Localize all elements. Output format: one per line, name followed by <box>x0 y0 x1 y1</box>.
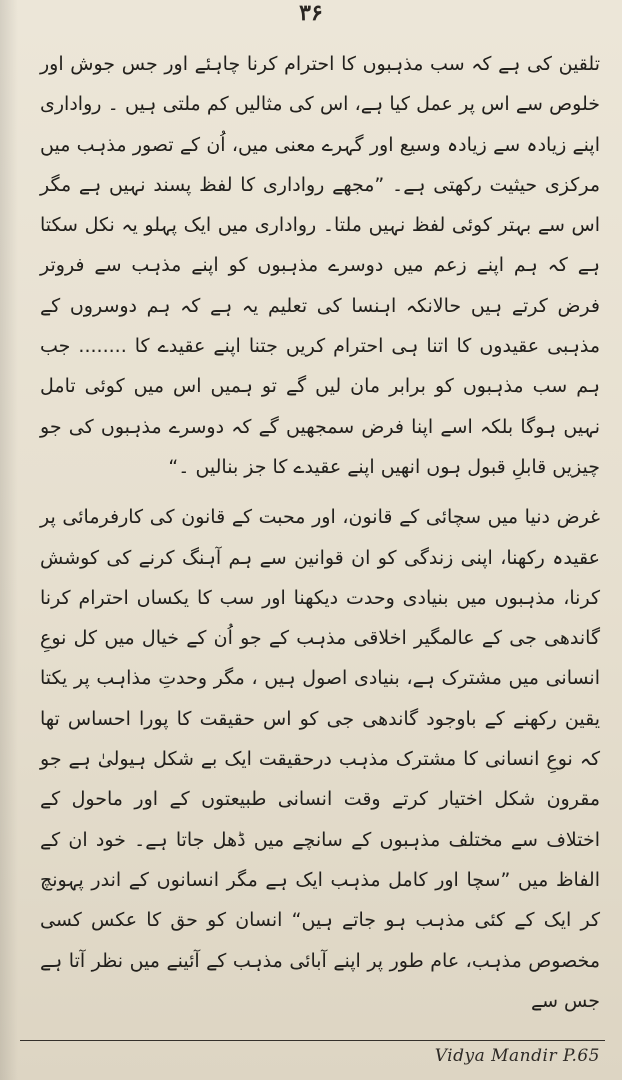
handwritten-source-note: Vidya Mandir P.65 <box>434 1046 600 1066</box>
page-number: ۳۶ <box>299 0 323 26</box>
page-body <box>40 44 600 1021</box>
paragraph-2: غرض دنیا میں سچائی کے قانون، اور محبت کے قانون کی کارفرمائی پر عقیدہ رکھنا، اپنی زندگی کو ان قوانین سے ہم آہنگ کرنے کی کوشش کرنا، مذہبوں میں بنیادی وحدت دیکھنا اور سب کا یکساں احترام کرنا گاندھی جی کے عالمگیر اخلاقی مذہب کے جو اُن کے خیال میں کل نوعِ انسانی میں مشترک ہے، بنیادی اصول ہیں ، مگر وحدتِ مذاہب پر یکتا یقین رکھنے کے باوجود گاندھی جی کو اس حقیقت کا پورا احساس تھا کہ نوعِ انسانی کا مشترک مذہب درحقیقت ایک بے شکل ہیولیٰ ہے جو مقرون شکل اختیار کرتے وقت انسانی طبیعتوں کے اور ماحول کے اختلاف سے مختلف مذہبوں کے سانچے میں ڈھل جاتا ہے۔ خود ان کے الفاظ میں ”سچا اور کامل مذہب ایک ہے مگر انسانوں کے اندر پہونچ کر ایک کے کئی مذہب ہو جاتے ہیں“ انسان کو حق کا عکس کسی مخصوص مذہب، عام طور پر اپنے آبائی مذہب کے آئینے میں نظر آتا ہے جس سے <box>40 506 600 1012</box>
paragraph-1: تلقین کی ہے کہ سب مذہبوں کا احترام کرنا چاہئے اور جس جوش اور خلوص سے اس پر عمل کیا ہے، اس کی مثالیں کم ملتی ہیں ۔ رواداری اپنے زیادہ سے زیادہ وسیع اور گہرے معنی میں، اُن کے تصور مذہب میں مرکزی حیثیت رکھتی ہے۔ ”مجھے رواداری کا لفظ پسند نہیں ہے مگر اس سے بہتر کوئی لفظ نہیں ملتا۔ رواداری میں ایک پہلو یہ نکل سکتا ہے کہ ہم اپنے زعم میں دوسرے مذہبوں کو اپنے مذہب سے فروتر فرض کرتے ہیں حالانکہ اہنسا کی تعلیم یہ ہے کہ ہم دوسروں کے مذہبی عقیدوں کا اتنا ہی احترام کریں جتنا اپنے عقیدے کا ........ جب ہم سب مذہبوں کو برابر مان لیں گے تو ہمیں اس میں کوئی تامل نہیں ہوگا بلکہ اسے اپنا فرض سمجھیں گے کہ دوسرے مذہبوں کی جو چیزیں قابلِ قبول ہوں انھیں اپنے عقیدے کا جز بنالیں ۔“ <box>40 53 600 478</box>
footer-rule <box>20 1040 605 1041</box>
